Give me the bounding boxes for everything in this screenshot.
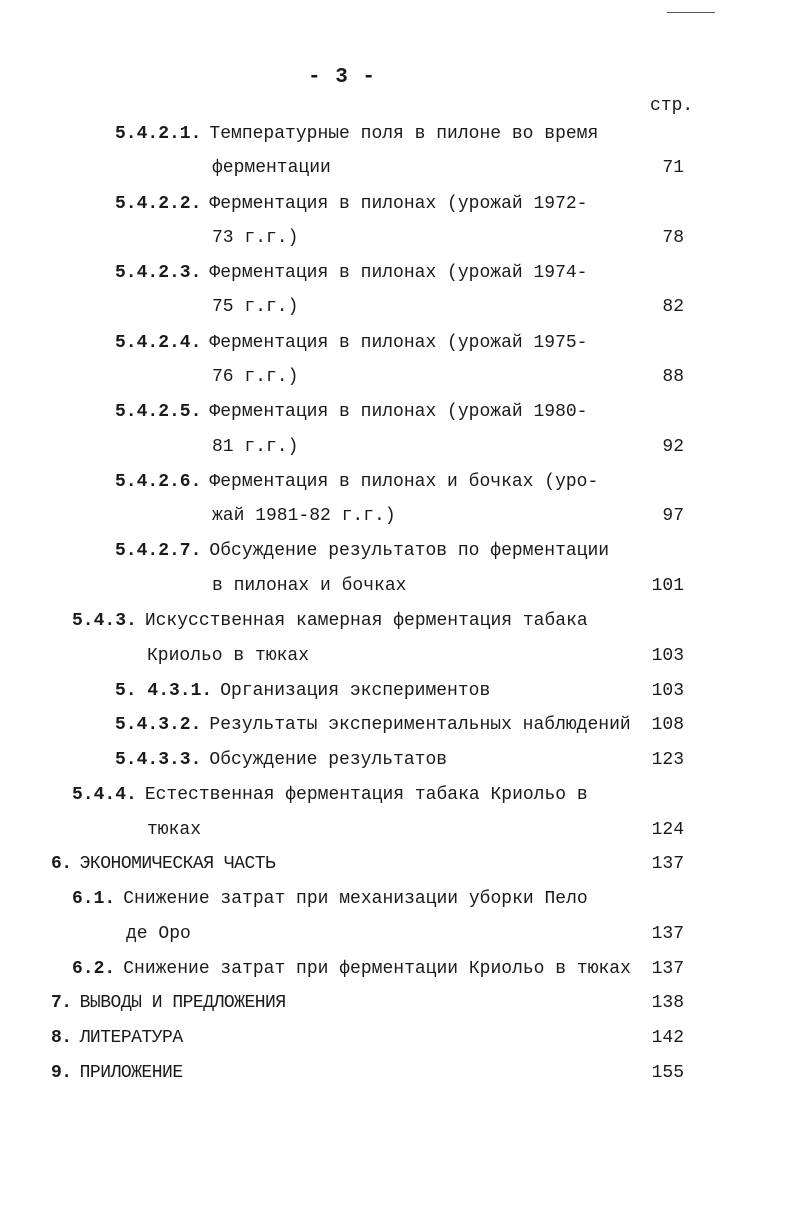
toc-entry-number: 8. [51,1028,72,1048]
toc-entry-title: ВЫВОДЫ И ПРЕДЛОЖЕНИЯ [79,993,286,1013]
toc-entry-title: ЭКОНОМИЧЕСКАЯ ЧАСТЬ [79,854,276,874]
toc-entry-continuation: 73 г.г.) [212,228,299,248]
toc-page-number: 71 [662,158,684,178]
toc-page-number: 137 [651,854,684,874]
toc-entry-5-4-3-2 [115,713,631,737]
toc-entry-number: 5.4.4. [72,785,137,805]
toc-page-number: 88 [662,367,684,387]
toc-page-number: 103 [651,681,684,701]
toc-entry-title: Обсуждение результатов [209,750,448,770]
toc-entry-5-4-3-1 [115,679,490,703]
toc-entry-continuation: 81 г.г.) [212,437,299,457]
toc-entry-title: Температурные поля в пилоне во время [209,124,599,144]
toc-entry-number: 5.4.3. [72,611,137,631]
toc-entry-5-4-2-7 [115,539,609,563]
toc-entry-6-2 [72,957,631,981]
toc-entry-number: 6.2. [72,959,116,979]
top-rule-divider [667,12,715,13]
toc-page-number: 101 [651,576,684,596]
toc-entry-title: Снижение затрат при механизации уборки Пело [123,889,588,909]
toc-entry-5-4-2-1 [115,122,598,146]
toc-entry-6-1 [72,887,588,911]
toc-entry-5-4-3 [72,609,588,633]
toc-entry-number: 5.4.2.2. [115,194,202,214]
toc-page-number: 138 [651,993,684,1013]
toc-page-number: 155 [651,1063,684,1083]
toc-entry-title: Ферментация в пилонах (урожай 1980- [209,402,588,422]
toc-entry-title: Искусственная камерная ферментация табака [144,611,588,631]
page-column-label: стр. [650,96,694,116]
toc-entry-continuation: тюках [147,820,202,840]
toc-entry-title: Ферментация в пилонах (урожай 1975- [209,333,588,353]
toc-entry-title: Ферментация в пилонах и бочках (уро- [209,472,599,492]
toc-page-number: 142 [651,1028,684,1048]
toc-entry-5-4-2-6 [115,470,598,494]
toc-page-number: 82 [662,297,684,317]
toc-entry-5-4-3-3 [115,748,447,772]
toc-entry-5-4-2-5 [115,400,587,424]
toc-page-number: 108 [651,715,684,735]
toc-entry-number: 5.4.2.4. [115,333,202,353]
toc-entry-title: ЛИТЕРАТУРА [79,1028,183,1048]
toc-entry-7 [51,991,286,1015]
toc-entry-number: 5. 4.3.1. [115,681,213,701]
toc-entry-title: Ферментация в пилонах (урожай 1972- [209,194,588,214]
toc-entry-title: Организация экспериментов [220,681,491,701]
toc-entry-title: Ферментация в пилонах (урожай 1974- [209,263,588,283]
toc-page-number: 78 [662,228,684,248]
toc-page-number: 97 [662,506,684,526]
toc-entry-continuation: в пилонах и бочках [212,576,407,596]
toc-entry-title: ПРИЛОЖЕНИЕ [79,1063,183,1083]
toc-entry-number: 6. [51,854,72,874]
toc-entry-continuation: жай 1981-82 г.г.) [212,506,396,526]
toc-entry-number: 5.4.2.5. [115,402,202,422]
toc-page-number: 124 [651,820,684,840]
toc-entry-number: 5.4.2.7. [115,541,202,561]
toc-entry-6 [51,852,275,876]
toc-entry-9 [51,1061,183,1085]
toc-page-number: 137 [651,959,684,979]
toc-entry-8 [51,1026,183,1050]
toc-entry-5-4-2-2 [115,192,587,216]
toc-entry-5-4-2-4 [115,331,587,355]
toc-entry-5-4-4 [72,783,588,807]
toc-entry-number: 5.4.2.6. [115,472,202,492]
toc-entry-continuation: 75 г.г.) [212,297,299,317]
toc-page-number: 137 [651,924,684,944]
toc-entry-continuation: ферментации [212,158,331,178]
toc-page-number: 92 [662,437,684,457]
page-number: - 3 - [308,66,377,89]
toc-entry-continuation: де Оро [126,924,191,944]
toc-entry-title: Снижение затрат при ферментации Криольо в тюках [123,959,631,979]
toc-entry-continuation: Криольо в тюках [147,646,310,666]
toc-entry-number: 5.4.3.3. [115,750,202,770]
toc-entry-5-4-2-3 [115,261,587,285]
toc-page-number: 123 [651,750,684,770]
toc-entry-title: Результаты экспериментальных наблюдений [209,715,631,735]
toc-entry-number: 6.1. [72,889,116,909]
toc-page-number: 103 [651,646,684,666]
toc-entry-number: 5.4.2.1. [115,124,202,144]
toc-entry-title: Естественная ферментация табака Криольо в [144,785,588,805]
toc-entry-number: 9. [51,1063,72,1083]
toc-entry-number: 7. [51,993,72,1013]
toc-entry-title: Обсуждение результатов по ферментации [209,541,610,561]
toc-entry-number: 5.4.2.3. [115,263,202,283]
toc-entry-number: 5.4.3.2. [115,715,202,735]
toc-entry-continuation: 76 г.г.) [212,367,299,387]
